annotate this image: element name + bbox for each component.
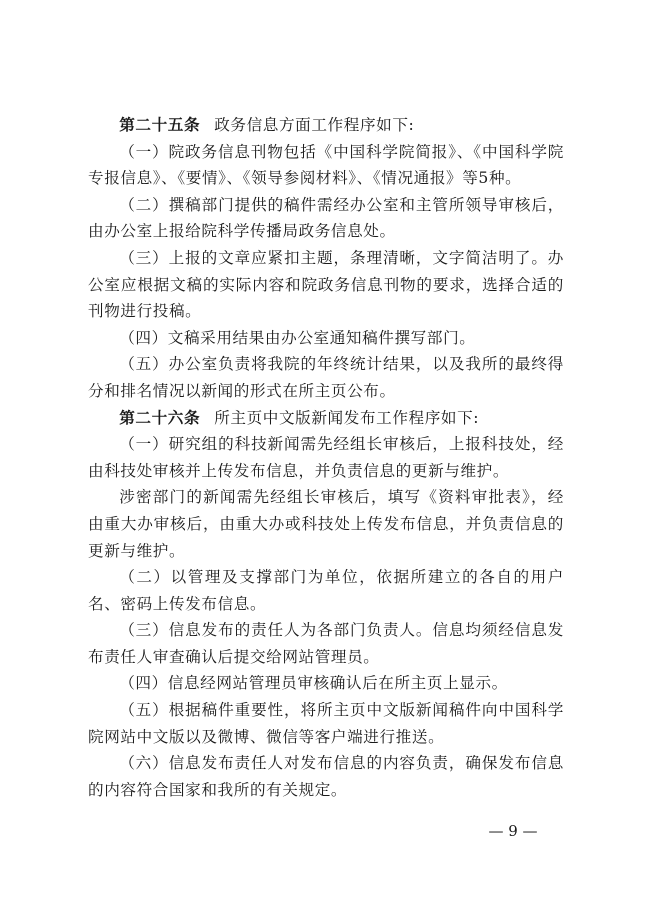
article-25-item-3: （三）上报的文章应紧扣主题，条理清晰，文字简洁明了。办公室应根据文稿的实际内容和院政务信息刊物的要求，选择合适的刊物进行投稿。 bbox=[88, 248, 564, 321]
article-26-item-1: （一）研究组的科技新闻需先经组长审核后，上报科技处，经由科技处审核并上传发布信息，并负责信息的更新与维护。 bbox=[88, 435, 564, 480]
article-26-item-5: （五）根据稿件重要性，将所主页中文版新闻稿件向中国科学院网站中文版以及微博、微信等客户端进行推送。 bbox=[88, 701, 564, 746]
article-26-heading bbox=[88, 405, 564, 432]
article-25-heading bbox=[88, 112, 564, 139]
article-26-item-6: （六）信息发布责任人对发布信息的内容负责，确保发布信息的内容符合国家和我所的有关规定。 bbox=[88, 754, 564, 799]
article-26-item-4: （四）信息经网站管理员审核确认后在所主页上显示。 bbox=[119, 674, 508, 693]
article-26-item-1-classified: 涉密部门的新闻需先经组长审核后，填写《资料审批表》，经由重大办审核后，由重大办或科技处上传发布信息，并负责信息的更新与维护。 bbox=[88, 488, 564, 560]
article-25-item-5: （五）办公室负责将我院的年终统计结果，以及我所的最终得分和排名情况以新闻的形式在所主页公布。 bbox=[88, 355, 564, 400]
document-body bbox=[88, 112, 564, 803]
article-26-intro: 所主页中文版新闻发布工作程序如下: bbox=[214, 408, 480, 427]
article-26-title: 第二十六条 bbox=[119, 408, 201, 427]
article-25-item-4: （四）文稿采用结果由办公室通知稿件撰写部门。 bbox=[119, 328, 476, 347]
article-25-item-1: （一）院政务信息刊物包括《中国科学院简报》、《中国科学院专报信息》、《要情》、《领导参阅材料》、《情况通报》等5种。 bbox=[88, 142, 564, 188]
article-25-title: 第二十五条 bbox=[119, 116, 201, 134]
article-25-item-2: （二）撰稿部门提供的稿件需经办公室和主管所领导审核后，由办公室上报给院科学传播局政务信息处。 bbox=[88, 195, 564, 241]
article-25-intro: 政务信息方面工作程序如下: bbox=[214, 116, 415, 134]
page-number: — 9 — bbox=[488, 822, 538, 840]
article-26-item-2: （二）以管理及支撑部门为单位，依据所建立的各自的用户名、密码上传发布信息。 bbox=[88, 568, 564, 613]
article-26-item-3: （三）信息发布的责任人为各部门负责人。信息均须经信息发布责任人审查确认后提交给网站管理员。 bbox=[88, 621, 564, 666]
